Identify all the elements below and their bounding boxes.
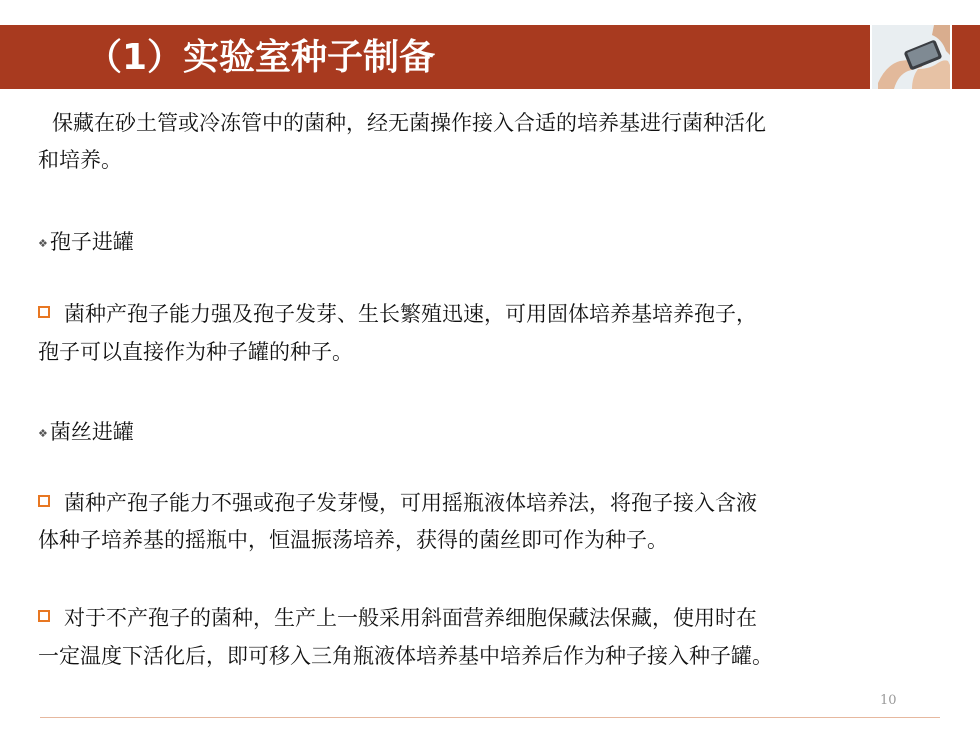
bullet-text: 菌种产孢子能力强及孢子发芽、生长繁殖迅速，可用固体培养基培养孢子， <box>64 302 757 326</box>
bullet-item <box>38 485 757 522</box>
bullet-continuation: 一定温度下活化后，即可移入三角瓶液体培养基中培养后作为种子接入种子罐。 <box>38 644 773 668</box>
bullet-item <box>38 296 757 333</box>
intro-line-1: 保藏在砂土管或冷冻管中的菌种，经无菌操作接入合适的培养基进行菌种活化 <box>52 111 766 135</box>
slide-title: （1）实验室种子制备 <box>86 37 436 78</box>
square-bullet-icon <box>38 495 50 507</box>
section-heading-spores <box>38 227 134 259</box>
square-bullet-icon <box>38 610 50 622</box>
footer-rule <box>40 717 940 718</box>
intro-line-2: 和培养。 <box>38 148 122 172</box>
section-heading-label: 孢子进罐 <box>49 230 134 254</box>
bullet-text: 对于不产孢子的菌种，生产上一般采用斜面营养细胞保藏法保藏，使用时在 <box>64 606 757 630</box>
section-heading-label: 菌丝进罐 <box>49 420 134 444</box>
section-heading-mycelium <box>38 417 134 449</box>
hands-phone-photo <box>872 25 950 89</box>
bullet-text: 菌种产孢子能力不强或孢子发芽慢，可用摇瓶液体培养法，将孢子接入含液 <box>64 491 757 515</box>
title-bar-edge <box>952 25 980 89</box>
page-number: 10 <box>880 693 897 708</box>
bullet-item <box>38 600 757 637</box>
diamond-icon: ❖ <box>38 237 48 250</box>
diamond-icon: ❖ <box>38 427 48 440</box>
bullet-continuation: 体种子培养基的摇瓶中，恒温振荡培养，获得的菌丝即可作为种子。 <box>38 528 668 552</box>
square-bullet-icon <box>38 306 50 318</box>
bullet-continuation: 孢子可以直接作为种子罐的种子。 <box>38 340 353 364</box>
